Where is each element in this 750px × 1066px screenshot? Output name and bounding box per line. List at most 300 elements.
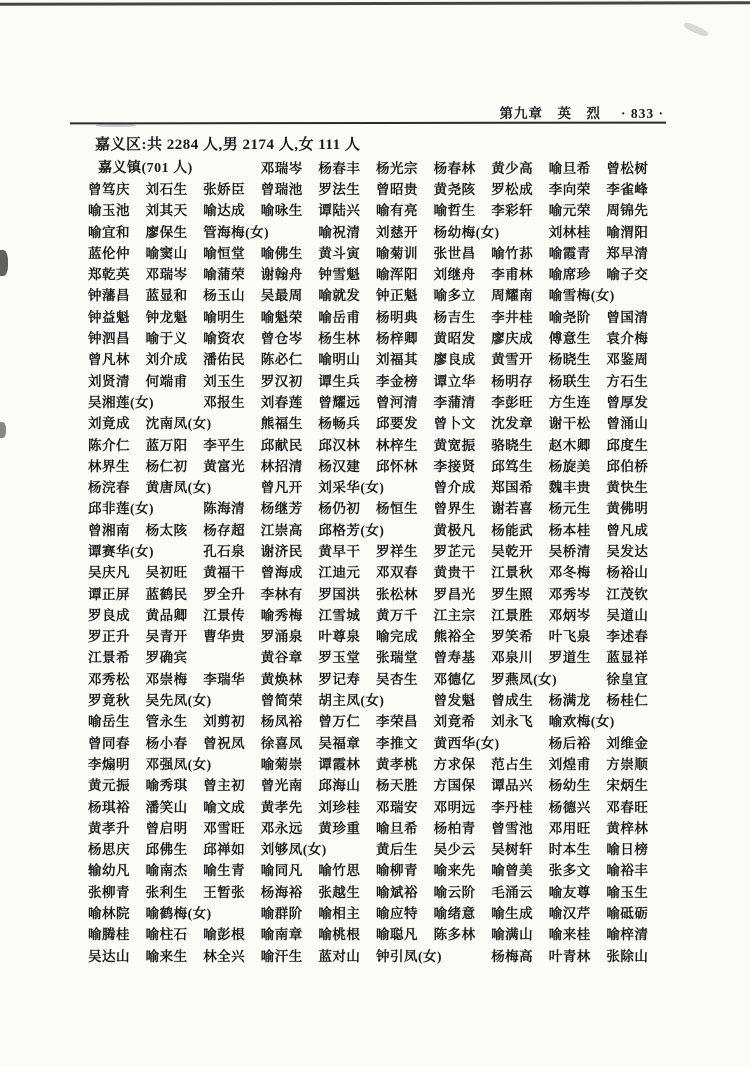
name-cell: 郑乾英 xyxy=(88,267,130,283)
name-cell: 廖保生 xyxy=(145,224,188,240)
name-cell: 黄斗寅 xyxy=(318,245,361,261)
name-cell: 黄福干 xyxy=(203,565,246,581)
name-cell: 喻明山 xyxy=(318,352,361,368)
name-cell: 喻汗生 xyxy=(260,948,303,964)
name-cell: 李丹桂 xyxy=(491,799,534,815)
name-cell: 黄孝先 xyxy=(260,799,303,815)
name-cell: 吴桥清 xyxy=(548,543,591,559)
name-cell: 方生连 xyxy=(548,394,591,410)
name-row xyxy=(88,582,664,603)
name-cell: 喻竹思 xyxy=(318,863,361,879)
name-cell: 黄早干 xyxy=(318,543,361,559)
name-cell: 曾凡林 xyxy=(88,352,130,368)
name-cell: 李彩轩 xyxy=(491,203,534,219)
name-cell: 吴道山 xyxy=(606,607,649,623)
name-cell: 喻日榜 xyxy=(606,842,649,858)
name-cell: 喻祝清 xyxy=(318,224,361,240)
name-cell: 邱汉林 xyxy=(318,437,361,453)
female-name-cell: 喻欢梅(女) xyxy=(548,714,615,730)
female-name-cell: 罗燕凤(女) xyxy=(491,671,558,687)
name-cell: 钟泗昌 xyxy=(88,331,130,347)
name-cell: 黄少高 xyxy=(491,160,534,176)
name-cell: 喻文成 xyxy=(203,799,246,815)
name-cell: 喻完成 xyxy=(375,629,418,645)
name-cell: 刘其天 xyxy=(145,203,188,219)
name-cell: 邓雪旺 xyxy=(203,820,246,836)
name-cell: 喻有亮 xyxy=(375,203,418,219)
name-cell: 喻来生 xyxy=(145,948,188,964)
name-cell: 曾万仁 xyxy=(318,714,361,730)
name-row xyxy=(88,326,664,347)
female-name-cell: 杨幼梅(女) xyxy=(433,224,500,240)
name-cell: 喻柱石 xyxy=(145,927,188,943)
name-cell: 喻子交 xyxy=(606,267,649,283)
name-cell: 吴福章 xyxy=(318,735,361,751)
name-cell: 罗国洪 xyxy=(318,586,361,602)
name-cell: 黄孝升 xyxy=(88,820,130,836)
name-cell: 罗道生 xyxy=(548,650,591,666)
name-cell: 蓝伦仲 xyxy=(88,245,130,261)
name-cell: 罗玉堂 xyxy=(318,650,361,666)
scan-artifact xyxy=(0,250,8,276)
name-cell: 杨桂仁 xyxy=(606,693,649,709)
female-name-cell: 钟引凤(女) xyxy=(375,948,442,964)
name-cell: 蓝万阳 xyxy=(145,437,188,453)
name-cell: 刘贤清 xyxy=(88,373,130,389)
name-cell: 杨晓生 xyxy=(548,352,591,368)
name-cell: 黄雪开 xyxy=(491,352,534,368)
name-cell: 方石生 xyxy=(606,373,649,389)
name-cell: 管永生 xyxy=(145,714,188,730)
name-cell: 邓用旺 xyxy=(548,820,591,836)
name-cell: 喻资农 xyxy=(203,331,246,347)
name-cell: 杨继芳 xyxy=(260,501,303,517)
name-cell: 张越生 xyxy=(318,884,361,900)
name-cell: 沈发章 xyxy=(491,416,534,432)
name-cell: 吴树轩 xyxy=(491,842,534,858)
name-cell: 杨梓卿 xyxy=(375,331,418,347)
name-row xyxy=(88,369,664,390)
name-cell: 喻席珍 xyxy=(548,267,591,283)
name-cell: 蓝显祥 xyxy=(606,650,649,666)
name-cell: 刘永飞 xyxy=(491,714,534,730)
name-cell: 李金榜 xyxy=(375,373,418,389)
name-cell: 邱佛生 xyxy=(145,842,188,858)
name-cell: 罗芷元 xyxy=(433,543,476,559)
name-cell: 吴庆凡 xyxy=(88,565,130,581)
name-cell: 林界生 xyxy=(88,458,130,474)
name-cell: 黄孝桃 xyxy=(375,756,418,772)
female-name-cell: 刘采华(女) xyxy=(318,480,385,496)
running-header xyxy=(499,102,664,122)
name-cell: 蓝显和 xyxy=(145,288,188,304)
name-row xyxy=(88,412,664,433)
name-cell: 江迪元 xyxy=(318,565,361,581)
name-cell: 李平生 xyxy=(203,437,246,453)
name-cell: 罗祥生 xyxy=(375,543,418,559)
name-cell: 黄万千 xyxy=(375,607,418,623)
name-cell: 杨元生 xyxy=(548,501,591,517)
name-cell: 喻腾桂 xyxy=(88,927,130,943)
name-row xyxy=(88,497,664,518)
name-cell: 喻浑阳 xyxy=(375,267,418,283)
name-row xyxy=(88,731,664,752)
name-cell: 罗涌泉 xyxy=(260,629,303,645)
name-cell: 邱怀林 xyxy=(375,458,418,474)
name-cell: 邱要发 xyxy=(375,416,418,432)
name-cell: 喻宜和 xyxy=(88,224,130,240)
name-cell: 陈多林 xyxy=(433,927,476,943)
name-cell: 谢若喜 xyxy=(491,501,534,517)
name-cell: 曾海成 xyxy=(260,565,303,581)
name-cell: 杨旋美 xyxy=(548,458,591,474)
name-cell: 曾发魁 xyxy=(433,693,476,709)
name-row xyxy=(88,348,664,369)
name-cell: 杨琪裕 xyxy=(88,799,130,815)
name-cell: 杨裕山 xyxy=(606,565,649,581)
scan-artifact xyxy=(0,422,6,438)
name-cell: 曾松树 xyxy=(606,160,649,176)
name-cell: 杨春林 xyxy=(433,160,476,176)
name-cell: 曾简荣 xyxy=(260,693,303,709)
name-row xyxy=(88,561,664,582)
name-cell: 黄元振 xyxy=(88,778,130,794)
female-name-cell: 胡主凤(女) xyxy=(318,693,385,709)
name-cell: 曾河清 xyxy=(375,394,418,410)
name-cell: 黄后生 xyxy=(375,842,418,858)
name-cell: 江景希 xyxy=(88,650,130,666)
name-cell: 黄佛明 xyxy=(606,501,649,517)
name-cell: 陈必仁 xyxy=(260,352,303,368)
name-cell: 张瑞堂 xyxy=(375,650,418,666)
name-cell: 林全兴 xyxy=(203,948,246,964)
name-cell: 曾光南 xyxy=(260,778,303,794)
name-row xyxy=(88,625,664,646)
name-cell: 喻渭阳 xyxy=(606,224,649,240)
name-row xyxy=(88,284,664,305)
name-cell: 谭品兴 xyxy=(491,778,534,794)
name-cell: 杨光宗 xyxy=(375,160,418,176)
name-cell: 江主宗 xyxy=(433,607,476,623)
name-cell: 杨凤裕 xyxy=(260,714,303,730)
name-cell: 喻曾美 xyxy=(491,863,534,879)
name-cell: 刘维金 xyxy=(606,735,649,751)
name-cell: 吴少云 xyxy=(433,842,476,858)
name-cell: 李推文 xyxy=(375,735,418,751)
name-cell: 魏丰贵 xyxy=(548,480,591,496)
name-grid xyxy=(88,156,664,965)
name-cell: 熊福生 xyxy=(260,416,303,432)
name-cell: 时本生 xyxy=(548,842,591,858)
name-cell: 喻咏生 xyxy=(260,203,303,219)
name-cell: 吴最周 xyxy=(260,288,303,304)
name-cell: 谭正屏 xyxy=(88,586,130,602)
name-cell: 邓瑞岑 xyxy=(260,160,303,176)
name-cell: 喻元荣 xyxy=(548,203,591,219)
name-cell: 刘继舟 xyxy=(433,267,476,283)
name-cell: 刘林桂 xyxy=(548,224,591,240)
female-name-cell: 邱格芳(女) xyxy=(318,522,385,538)
town-label: 嘉义镇(701 人) xyxy=(98,160,193,176)
name-cell: 刘福其 xyxy=(375,352,418,368)
name-cell: 吴青开 xyxy=(145,629,188,645)
name-cell: 喻玉池 xyxy=(88,203,130,219)
name-cell: 曾雪池 xyxy=(491,820,534,836)
name-cell: 喻玉生 xyxy=(606,884,649,900)
name-cell: 邓明远 xyxy=(433,799,476,815)
name-cell: 李蒲清 xyxy=(433,394,476,410)
name-row xyxy=(88,220,664,241)
name-cell: 李井桂 xyxy=(491,309,534,325)
name-cell: 周耀南 xyxy=(491,288,534,304)
name-cell: 曾凡成 xyxy=(606,522,649,538)
name-cell: 喻生青 xyxy=(203,863,246,879)
name-cell: 喻佛生 xyxy=(260,245,303,261)
name-cell: 罗竟秋 xyxy=(88,693,130,709)
name-cell: 曾主初 xyxy=(203,778,246,794)
name-cell: 李甫林 xyxy=(491,267,534,283)
name-cell: 郑国希 xyxy=(491,480,534,496)
name-cell: 林梓生 xyxy=(375,437,418,453)
name-cell: 王暂张 xyxy=(203,884,246,900)
name-cell: 刘竟成 xyxy=(88,416,130,432)
name-cell: 罗法生 xyxy=(318,181,361,197)
name-row xyxy=(88,454,664,475)
name-cell: 喻斌裕 xyxy=(375,884,418,900)
name-cell: 曾笃庆 xyxy=(88,181,130,197)
name-cell: 黄贵干 xyxy=(433,565,476,581)
name-cell: 罗良成 xyxy=(88,607,130,623)
name-cell: 喻同凡 xyxy=(260,863,303,879)
name-cell: 曾厚发 xyxy=(606,394,649,410)
scan-artifact-top-edge xyxy=(0,1,750,6)
name-cell: 吴杏生 xyxy=(375,671,418,687)
name-cell: 邓炳岑 xyxy=(548,607,591,623)
name-cell: 邓德亿 xyxy=(433,671,476,687)
name-cell: 邱禅如 xyxy=(203,842,246,858)
name-cell: 喻南杰 xyxy=(145,863,188,879)
name-cell: 杨恒生 xyxy=(375,501,418,517)
name-cell: 杨存超 xyxy=(203,522,246,538)
name-cell: 曾湘南 xyxy=(88,522,130,538)
name-cell: 钟益魁 xyxy=(88,309,130,325)
name-cell: 杨满龙 xyxy=(548,693,591,709)
name-cell: 罗笑希 xyxy=(491,629,534,645)
name-cell: 罗全升 xyxy=(203,586,246,602)
name-cell: 邓瑞岑 xyxy=(145,267,188,283)
name-row xyxy=(88,603,664,624)
female-name-cell: 吴先凤(女) xyxy=(145,693,212,709)
name-cell: 杨畅兵 xyxy=(318,416,361,432)
name-cell: 杨太陔 xyxy=(145,522,188,538)
name-cell: 喻满山 xyxy=(491,927,534,943)
name-cell: 李瑞华 xyxy=(203,671,246,687)
scan-artifact xyxy=(96,124,136,127)
name-cell: 何端甫 xyxy=(145,373,188,389)
name-cell: 喻旦希 xyxy=(548,160,591,176)
name-cell: 方求保 xyxy=(433,756,476,772)
name-cell: 黄宽振 xyxy=(433,437,476,453)
name-cell: 喻达成 xyxy=(203,203,246,219)
name-cell: 邓秀岑 xyxy=(548,586,591,602)
name-cell: 邱海山 xyxy=(318,778,361,794)
name-row xyxy=(88,262,664,283)
name-cell: 杨仍初 xyxy=(318,501,361,517)
name-cell: 喻相主 xyxy=(318,906,361,922)
name-cell: 喻彭根 xyxy=(203,927,246,943)
name-cell: 黄品卿 xyxy=(145,607,188,623)
name-row xyxy=(88,688,664,709)
scan-artifact xyxy=(683,21,710,38)
name-cell: 邓鉴周 xyxy=(606,352,649,368)
name-row xyxy=(88,667,664,688)
name-cell: 喻秀梅 xyxy=(260,607,303,623)
name-cell: 李煽明 xyxy=(88,756,130,772)
name-cell: 喻群阶 xyxy=(260,906,303,922)
name-cell: 喻汉芹 xyxy=(548,906,591,922)
name-cell: 徐喜凤 xyxy=(260,735,303,751)
name-cell: 曾成生 xyxy=(491,693,534,709)
name-cell: 杨海裕 xyxy=(260,884,303,900)
name-cell: 李彭旺 xyxy=(491,394,534,410)
name-row xyxy=(88,795,664,816)
name-cell: 刘玉生 xyxy=(203,373,246,389)
name-cell: 杨天胜 xyxy=(375,778,418,794)
name-cell: 喻来桂 xyxy=(548,927,591,943)
name-cell: 黄焕林 xyxy=(260,671,303,687)
name-cell: 黄谷章 xyxy=(260,650,303,666)
name-cell: 蓝对山 xyxy=(318,948,361,964)
name-cell: 喻岳甫 xyxy=(318,309,361,325)
name-cell: 谢翰舟 xyxy=(260,267,303,283)
name-cell: 李雀峰 xyxy=(606,181,649,197)
name-cell: 陈介仁 xyxy=(88,437,130,453)
name-row xyxy=(88,646,664,667)
name-cell: 邓崇梅 xyxy=(145,671,188,687)
name-cell: 黄尧陔 xyxy=(433,181,476,197)
name-cell: 廖良成 xyxy=(433,352,476,368)
name-cell: 叶青林 xyxy=(548,948,591,964)
name-cell: 曹华贵 xyxy=(203,629,246,645)
name-row xyxy=(88,752,664,773)
name-cell: 谭霞林 xyxy=(318,756,361,772)
name-cell: 杨后裕 xyxy=(548,735,591,751)
name-row xyxy=(88,816,664,837)
name-cell: 林招清 xyxy=(260,458,303,474)
name-cell: 曾卜文 xyxy=(433,416,476,432)
name-cell: 刘剪初 xyxy=(203,714,246,730)
name-cell: 张柳青 xyxy=(88,884,130,900)
female-name-cell: 沈南凤(女) xyxy=(145,416,212,432)
name-cell: 曾介成 xyxy=(433,480,476,496)
name-row xyxy=(88,156,664,177)
name-cell: 喻南章 xyxy=(260,927,303,943)
name-row xyxy=(88,901,664,922)
name-cell: 曾国清 xyxy=(606,309,649,325)
name-cell: 曾耀远 xyxy=(318,394,361,410)
name-cell: 刘春莲 xyxy=(260,394,303,410)
name-cell: 潘笑山 xyxy=(145,799,188,815)
name-cell: 邱度生 xyxy=(606,437,649,453)
name-row xyxy=(88,859,664,880)
name-cell: 谭陆兴 xyxy=(318,203,361,219)
female-name-cell: 谭赛华(女) xyxy=(88,543,154,559)
name-row xyxy=(88,390,664,411)
name-cell: 黄富光 xyxy=(203,458,246,474)
name-cell: 江崇高 xyxy=(260,522,303,538)
name-cell: 杨本桂 xyxy=(548,522,591,538)
female-name-cell: 黄唐凤(女) xyxy=(145,480,212,496)
chapter-title: 第九章 英 烈 xyxy=(499,106,601,121)
name-cell: 黄珍重 xyxy=(318,820,361,836)
name-cell: 张利生 xyxy=(145,884,188,900)
name-cell: 曾凡开 xyxy=(260,480,303,496)
name-cell: 喻砥砺 xyxy=(606,906,649,922)
name-cell: 李林有 xyxy=(260,586,303,602)
name-cell: 杨柏青 xyxy=(433,820,476,836)
name-row xyxy=(88,177,664,198)
name-cell: 孔石泉 xyxy=(203,543,246,559)
name-cell: 刘慈开 xyxy=(375,224,418,240)
name-cell: 罗昌光 xyxy=(433,586,476,602)
female-name-cell: 喻雪梅(女) xyxy=(548,288,615,304)
name-cell: 黄梓林 xyxy=(606,820,649,836)
name-cell: 江景秋 xyxy=(491,565,534,581)
name-cell: 钟正魁 xyxy=(375,288,418,304)
name-cell: 周锦先 xyxy=(606,203,649,219)
name-cell: 曾同春 xyxy=(88,735,130,751)
name-cell: 喻柳青 xyxy=(375,863,418,879)
name-cell: 赵木卿 xyxy=(548,437,591,453)
female-name-cell: 管海梅(女) xyxy=(203,224,270,240)
name-cell: 谢干松 xyxy=(548,416,591,432)
name-cell: 罗记寿 xyxy=(318,671,361,687)
name-cell: 喻尧阶 xyxy=(548,309,591,325)
name-row xyxy=(88,923,664,944)
name-cell: 杨玉山 xyxy=(203,288,246,304)
name-cell: 喻聪凡 xyxy=(375,927,418,943)
name-cell: 喻菊崇 xyxy=(260,756,303,772)
name-cell: 杨浣春 xyxy=(88,480,130,496)
name-cell: 邱笃生 xyxy=(491,458,534,474)
name-cell: 罗汉初 xyxy=(260,373,303,389)
name-row xyxy=(88,944,664,965)
name-cell: 邓秀松 xyxy=(88,671,130,687)
name-cell: 江景传 xyxy=(203,607,246,623)
name-row xyxy=(88,241,664,262)
name-cell: 李述春 xyxy=(606,629,649,645)
name-cell: 邓瑞安 xyxy=(375,799,418,815)
name-cell: 宋炳生 xyxy=(606,778,649,794)
name-cell: 毛涌云 xyxy=(491,884,534,900)
name-cell: 喻就发 xyxy=(318,288,361,304)
name-cell: 钟雪魁 xyxy=(318,267,361,283)
name-cell: 喻恒堂 xyxy=(203,245,246,261)
name-cell: 张世昌 xyxy=(433,245,476,261)
name-row xyxy=(88,518,664,539)
name-cell: 谭生兵 xyxy=(318,373,361,389)
female-name-cell: 刘够凤(女) xyxy=(260,842,327,858)
name-cell: 喻友尊 xyxy=(548,884,591,900)
name-cell: 杨生林 xyxy=(318,331,361,347)
name-cell: 杨幼生 xyxy=(548,778,591,794)
name-row xyxy=(88,710,664,731)
name-cell: 骆晓生 xyxy=(491,437,534,453)
name-cell: 钟藩昌 xyxy=(88,288,130,304)
name-cell: 刘煌甫 xyxy=(548,756,591,772)
name-cell: 杨春丰 xyxy=(318,160,361,176)
name-cell: 吴发达 xyxy=(606,543,649,559)
